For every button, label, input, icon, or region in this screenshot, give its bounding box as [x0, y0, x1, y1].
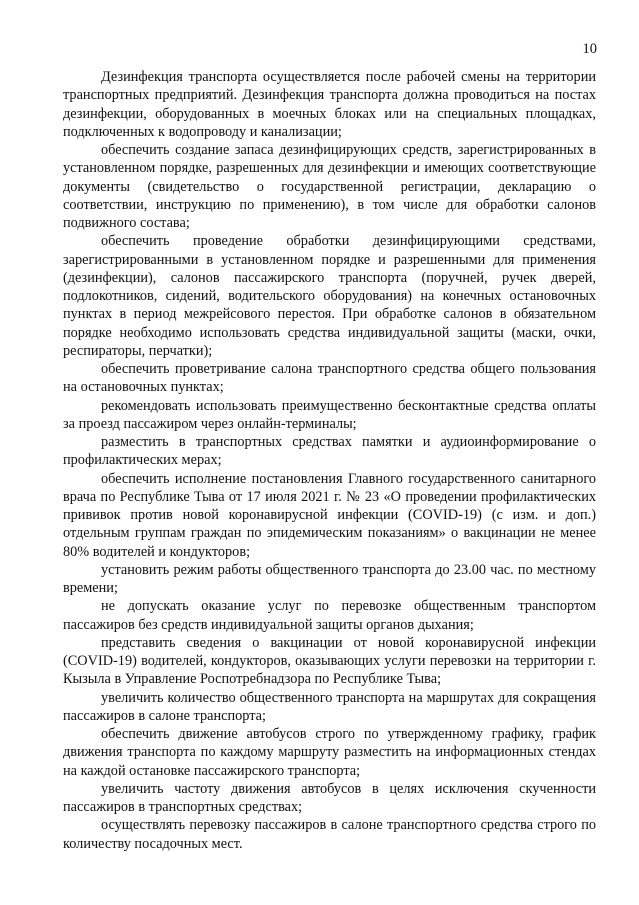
paragraph-contactless-payment: рекомендовать использовать преимущественно бесконтактные средства оплаты за проезд пассажиром через онлайн-терминалы;: [63, 397, 596, 432]
paragraph-salon-treatment: обеспечить проведение обработки дезинфицирующими средствами, зарегистрированными в установленном порядке и разрешенными для применения (дезинфекции), салонов пассажирского транспорта (поручней, ручек дверей, подлокотников, сидений, водительского оборудования) на конечных остановочных пунктах в период межрейсового перестоя. При обработке салонов в обязательном порядке необходимо использовать средства индивидуальной защиты (маски, очки, респираторы, перчатки);: [63, 233, 596, 359]
paragraph-ventilation: обеспечить проветривание салона транспортного средства общего пользования на остановочных пунктах;: [63, 361, 596, 396]
paragraph-disinfection-schedule: Дезинфекция транспорта осуществляется после рабочей смены на территории транспортных предприятий. Дезинфекция транспорта должна проводиться на постах дезинфекции, оборудованных в моечных блоках или на специальных площадках, подключенных к водопроводу и канализации;: [63, 69, 596, 140]
paragraph-frequency: увеличить частоту движения автобусов в целях исключения скученности пассажиров в транспортных средствах;: [63, 780, 596, 815]
paragraph-disinfectant-supply: обеспечить создание запаса дезинфицирующих средств, зарегистрированных в установленном порядке, разрешенных для дезинфекции и имеющих соответствующие документы (свидетельство о государственной регистрации, декларацию о соответствии, инструкцию по применению), в том числе для обработки салонов подвижного состава;: [63, 142, 596, 231]
paragraph-working-hours: установить режим работы общественного транспорта до 23.00 час. по местному времени;: [63, 561, 596, 596]
paragraph-memos: разместить в транспортных средствах памятки и аудиоинформирование о профилактических мерах;: [63, 434, 596, 469]
paragraph-vaccination-order: обеспечить исполнение постановления Главного государственного санитарного врача по Республике Тыва от 17 июля 2021 г. № 23 «О проведении профилактических прививок против новой коронавирусной инфекции (COVID-19) (с изм. и доп.) отдельным группам граждан по эпидемическим показаниям» о вакцинации не менее 80% водителей и кондукторов;: [63, 470, 596, 560]
page-number: 10: [582, 41, 597, 57]
paragraph-vaccination-report: представить сведения о вакцинации от новой коронавирусной инфекции (COVID-19) водителей, кондукторов, оказывающих услуги перевозки на территории г. Кызыла в Управление Роспотребнадзора по Республике Тыва;: [63, 634, 596, 688]
paragraph-masks-required: не допускать оказание услуг по перевозке общественным транспортом пассажиров без средств индивидуальной защиты органов дыхания;: [63, 598, 596, 633]
paragraph-schedule: обеспечить движение автобусов строго по утвержденному графику, график движения транспорта по каждому маршруту разместить на информационных стендах на каждой остановке пассажирского транспорта;: [63, 726, 596, 779]
paragraph-increase-transport: увеличить количество общественного транспорта на маршрутах для сокращения пассажиров в салоне транспорта;: [63, 689, 596, 724]
paragraph-seating: осуществлять перевозку пассажиров в салоне транспортного средства строго по количеству посадочных мест.: [63, 817, 596, 852]
document-body: [63, 68, 596, 853]
